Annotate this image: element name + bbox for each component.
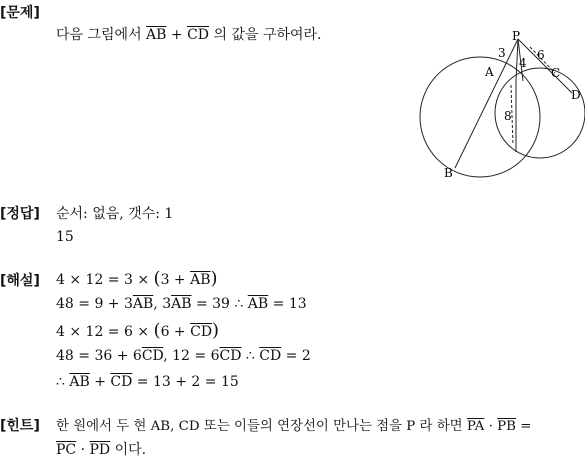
answer-meta: 순서: 없음, 갯수: 1 — [56, 206, 174, 222]
secant-pb — [455, 39, 518, 168]
length-pa: 3 — [498, 46, 506, 60]
problem-text: 다음 그림에서 $\overline{AB} + \overline{CD}$ 의 값을 구하여라. — [56, 27, 322, 43]
length-chord-large: 8 — [504, 109, 512, 123]
solution-line-3: $4 \times 12 = 6 \times (6 + \overline{CD})$ — [56, 320, 220, 341]
solution-line-5: ∴ $\overline{AB} + \overline{CD} = 13 + 2 = 15$ — [56, 374, 239, 390]
solution-line-2: $48 = 9 + 3\overline{AB}$, $3\overline{AB} = 39$ ∴ $\overline{AB} = 13$ — [56, 296, 307, 312]
solution-line-4: $48 = 36 + 6\overline{CD}$, $12 = 6\overline{CD}$ ∴ $\overline{CD} = 2$ — [56, 348, 311, 364]
length-pc: 6 — [537, 48, 545, 62]
hint-label: [힌트] — [0, 418, 40, 434]
figure-circles — [415, 25, 585, 180]
answer-label: [정답] — [0, 206, 40, 222]
point-d: D — [571, 88, 581, 102]
solution-label: [해설] — [0, 273, 40, 289]
problem-label: [문제] — [0, 5, 40, 21]
length-chord-small: 4 — [519, 56, 527, 70]
solution-line-1: $4 \times 12 = 3 \times (3 + \overline{AB})$ — [56, 268, 218, 289]
point-b: B — [444, 166, 453, 180]
hint-line-1: 한 원에서 두 현 AB, CD 또는 이들의 연장선이 만나는 점을 P 라 하면 $\overline{PA} \cdot \overline{PB}$ = — [56, 419, 532, 434]
answer-value: 15 — [56, 229, 74, 245]
point-p: P — [512, 29, 521, 43]
point-c: C — [551, 66, 561, 80]
hint-line-2: $\overline{PC} \cdot \overline{PD}$ 이다. — [56, 442, 147, 458]
point-a: A — [485, 65, 494, 79]
